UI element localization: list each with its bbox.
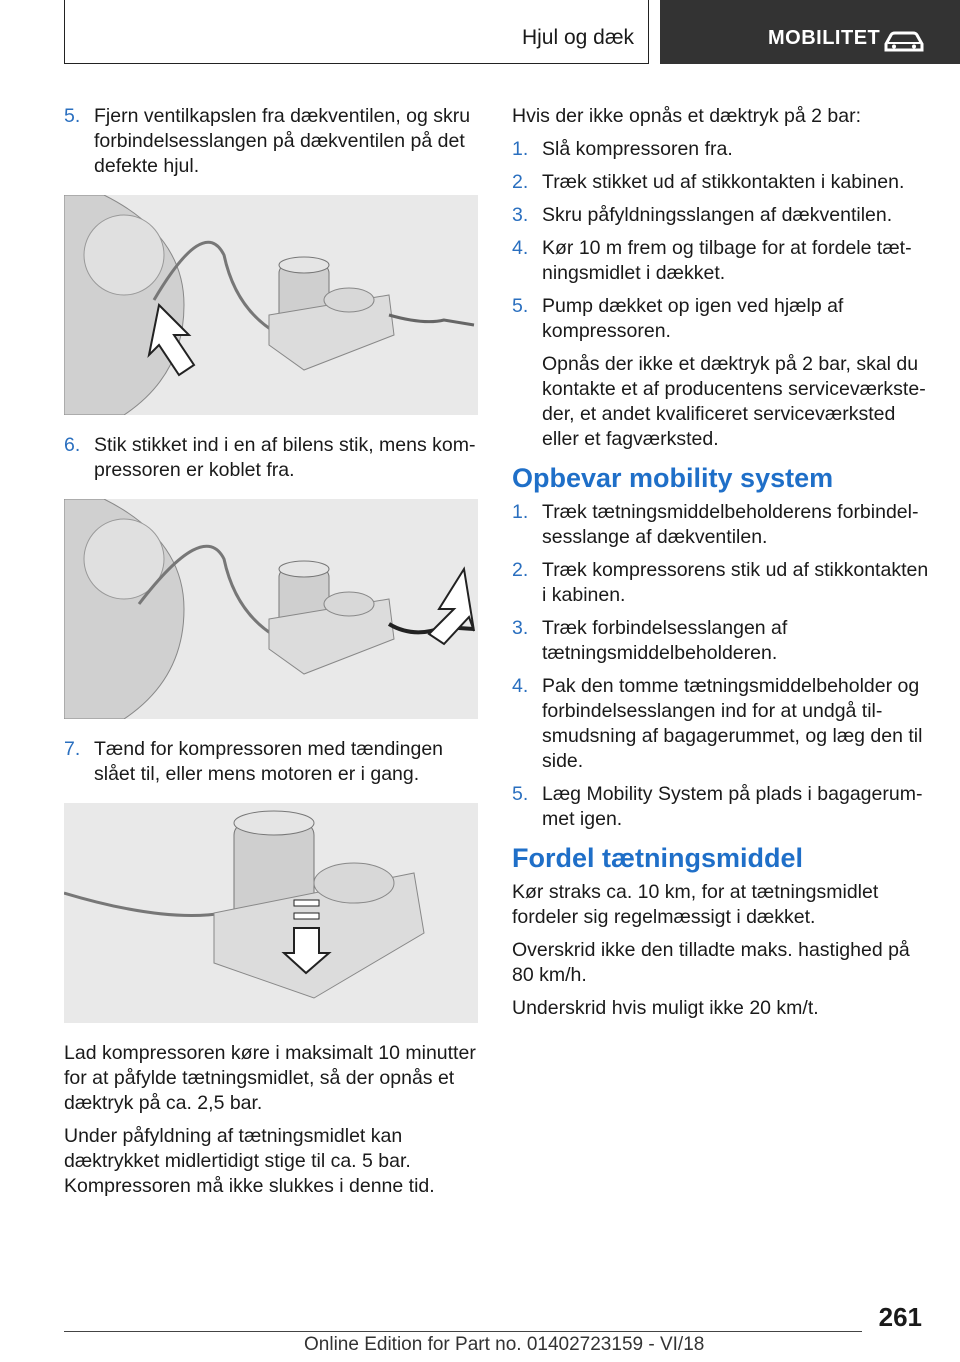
step-text: Skru påfyldningsslangen af dækventilen. [542,204,893,226]
chapter-title: MOBILITET [768,27,881,49]
step-text: Træk stikket ud af stikkontakten i kabinen. [542,171,905,193]
figure-plug-in [64,499,478,719]
step-number: 7. [64,738,81,760]
figure-compressor-switch [64,803,478,1023]
list-item [512,500,930,550]
car-icon [882,30,926,54]
steps-list [512,137,930,344]
right-column [512,104,930,1029]
paragraph: Under påfyldning af tætningsmidlet kan dæktrykket midlertidigt stige til ca. 5 bar. Kompressoren må ikke slukkes i denne tid. [64,1125,435,1197]
paragraph: Kør straks ca. 10 km, for at tætningsmidlet fordeler sig regelmæssigt i dækket. [512,881,879,928]
paragraph: Underskrid hvis muligt ikke 20 km/t. [512,997,819,1019]
step-number: 1. [512,501,529,523]
note-text: Opnås der ikke et dæktryk på 2 bar, skal du kontakte et af producentens serviceværksteder, et andet kvalificeret serviceværksted eller et fagværksted. [542,353,926,450]
step-text: Tænd for kompressoren med tændingen slået til, eller mens motoren er i gang. [94,738,444,785]
intro-text: Hvis der ikke opnås et dæktryk på 2 bar: [512,105,861,127]
section-title: Hjul og dæk [521,26,634,49]
footer-text: Online Edition for Part no. 01402723159 - VI/18 [304,1334,705,1355]
step-text: Pak den tomme tætningsmiddelbeholder og forbindelsesslangen ind for at undgå tilsmudsning af bagagerummet, og læg den til side. [542,675,923,772]
step-6 [64,433,478,483]
list-item [512,137,930,162]
list-item [512,236,930,286]
list-item [512,558,930,608]
figure-hose-on-valve [64,195,478,415]
page-number: 261 [878,1302,922,1332]
step-number: 5. [512,783,529,805]
step-text: Kør 10 m frem og tilbage for at fordele tætningsmidlet i dækket. [542,237,912,284]
step-text: Træk tætningsmiddelbeholderens forbindelsesslange af dækventilen. [542,501,919,548]
list-item [512,782,930,832]
left-column [64,104,478,1207]
paragraph: Lad kompressoren køre i maksimalt 10 minutter for at påfylde tætningsmidlet, så der opnås et dæktryk på ca. 2,5 bar. [64,1042,476,1114]
step-number: 2. [512,171,529,193]
step-5 [64,104,478,179]
step-number: 5. [512,295,529,317]
step-text: Træk kompressorens stik ud af stikkontakten i kabinen. [542,559,929,606]
list-item [512,674,930,774]
step-text: Læg Mobility System på plads i bagagerummet igen. [542,783,923,830]
step-text: Fjern ventilkapslen fra dækventilen, og skru forbindelsesslangen på dækventilen på det defekte hjul. [94,105,471,177]
step-number: 3. [512,617,529,639]
step-text: Slå kompressoren fra. [542,138,733,160]
step-text: Træk forbindelsesslangen af tætningsmiddelbeholderen. [542,617,788,664]
step-text: Stik stikket ind i en af bilens stik, mens kompressoren er koblet fra. [94,434,476,481]
step-number: 1. [512,138,529,160]
step-number: 6. [64,434,81,456]
chapter-tab [660,0,960,64]
list-item [512,294,930,344]
step-7 [64,737,478,787]
step-number: 4. [512,675,529,697]
heading-distribute-sealant: Fordel tætningsmiddel [512,843,804,873]
step-number: 3. [512,204,529,226]
list-item [512,203,930,228]
list-item [512,170,930,195]
paragraph: Overskrid ikke den tilladte maks. hastighed på 80 km/h. [512,939,910,986]
heading-store-mobility: Opbevar mobility system [512,463,834,493]
store-list [512,500,930,832]
list-item [512,616,930,666]
footer-divider [64,1331,862,1332]
step-number: 2. [512,559,529,581]
step-number: 4. [512,237,529,259]
step-text: Pump dækket op igen ved hjælp af kompressoren. [542,295,844,342]
step-number: 5. [64,105,81,127]
